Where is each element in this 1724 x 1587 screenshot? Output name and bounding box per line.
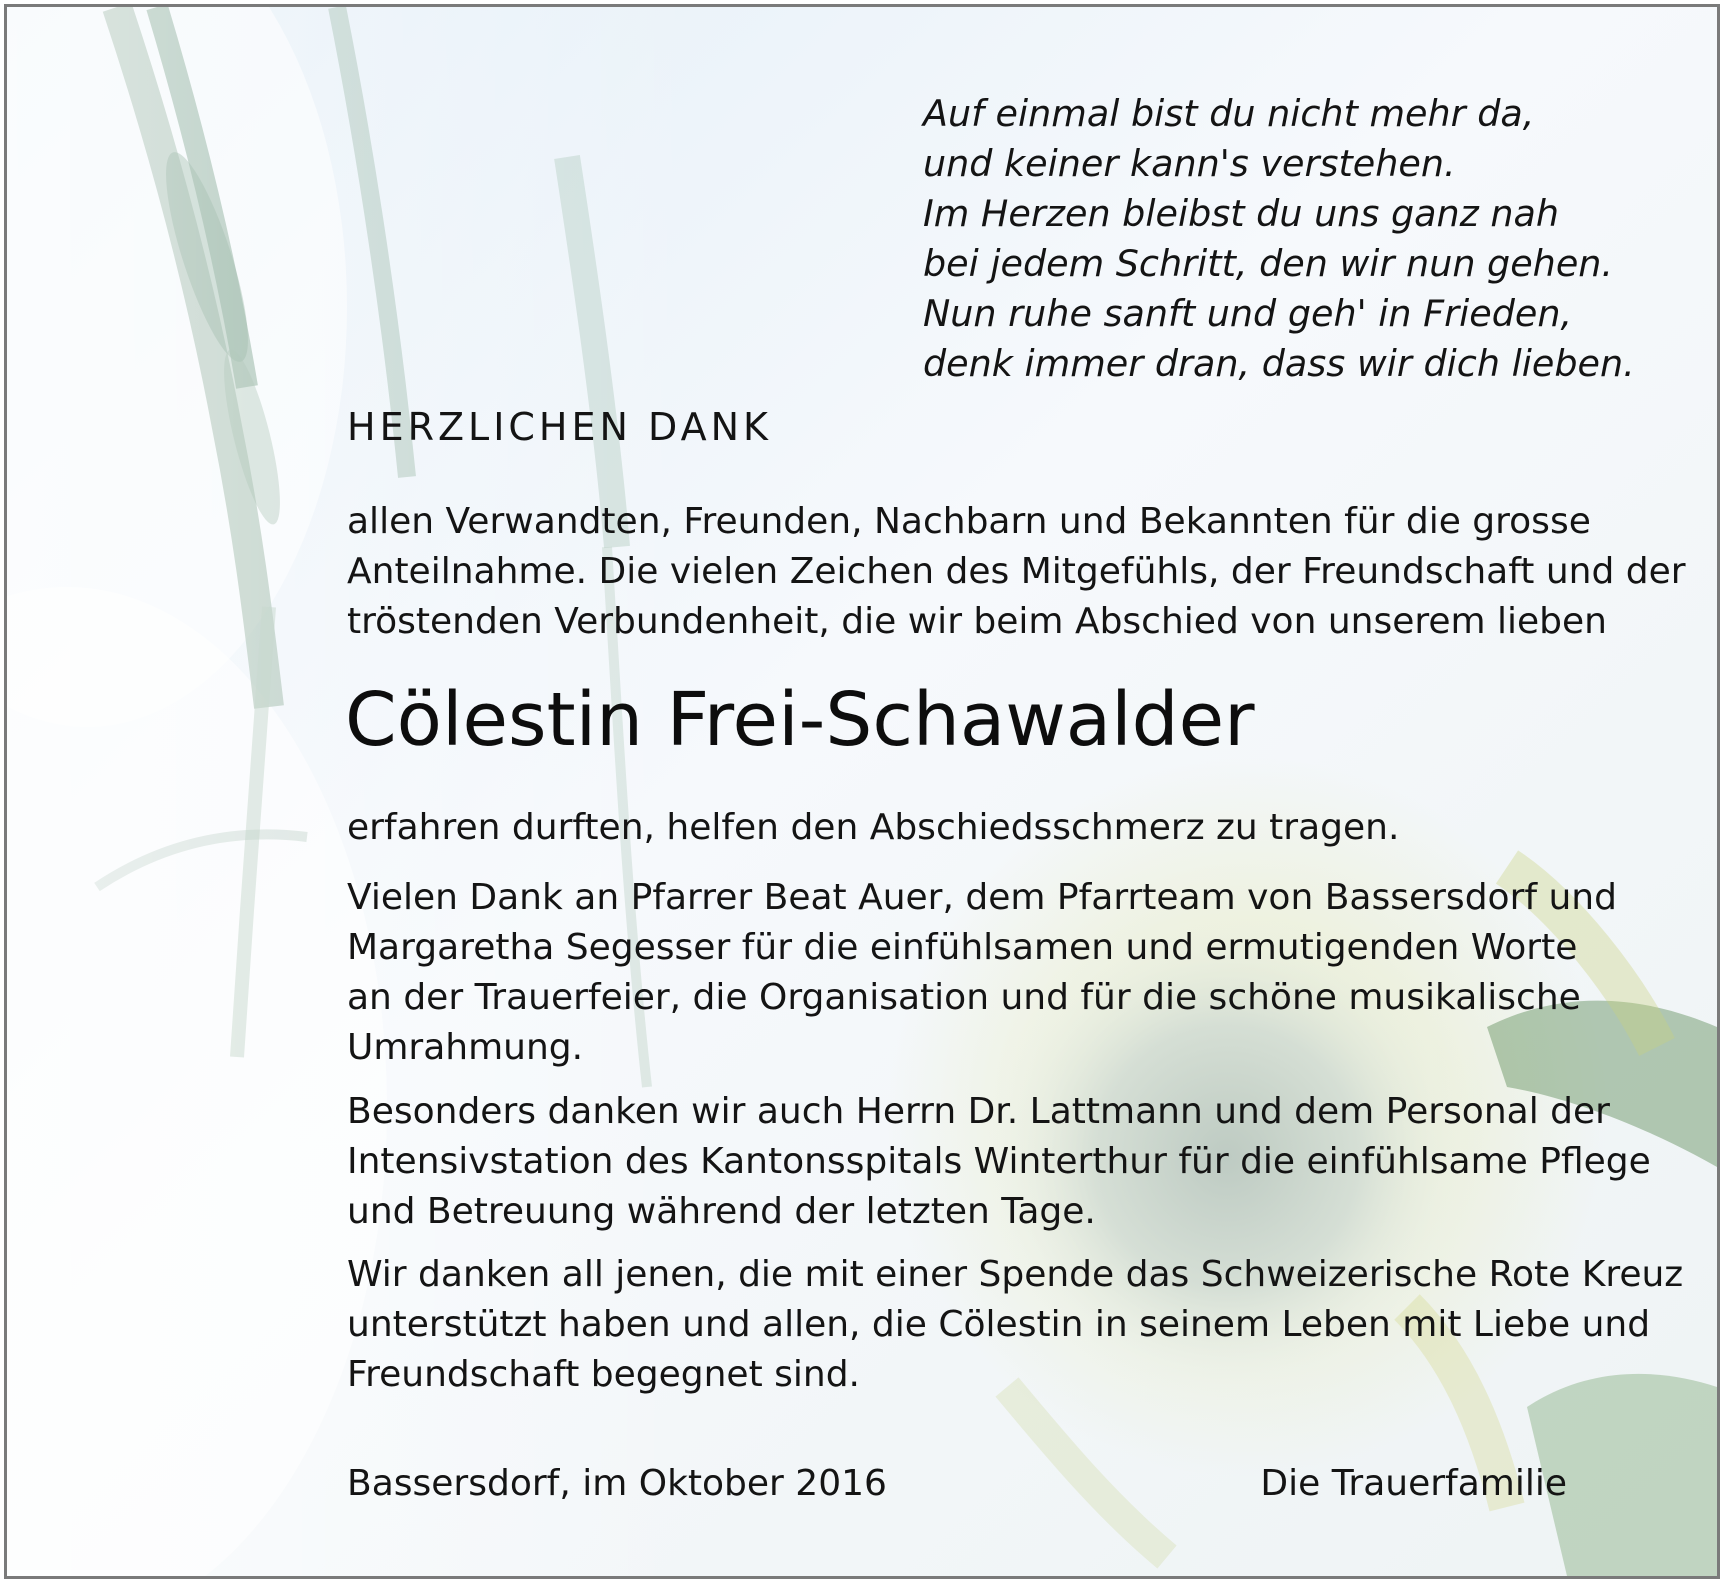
heading: HERZLICHEN DANK: [347, 405, 772, 449]
text-line: Vielen Dank an Pfarrer Beat Auer, dem Pfarrteam von Bassersdorf und: [347, 877, 1617, 918]
text-line: Wir danken all jenen, die mit einer Spende das Schweizerische Rote Kreuz: [347, 1254, 1684, 1295]
poem-line: denk immer dran, dass wir dich lieben.: [923, 342, 1635, 385]
poem-line: Im Herzen bleibst du uns ganz nah: [923, 192, 1560, 235]
text-line: erfahren durften, helfen den Abschiedsschmerz zu tragen.: [347, 807, 1400, 848]
thanks-paragraph: [347, 1250, 1683, 1400]
text-line: Margaretha Segesser für die einfühlsamen und ermutigenden Worte: [347, 927, 1578, 968]
poem-line: bei jedem Schritt, den wir nun gehen.: [923, 242, 1614, 285]
text-line: und Betreuung während der letzten Tage.: [347, 1191, 1096, 1232]
poem-line: Nun ruhe sanft und geh' in Frieden,: [923, 292, 1573, 335]
text-line: Intensivstation des Kantonsspitals Winterthur für die einfühlsame Pflege: [347, 1141, 1651, 1182]
text-line: allen Verwandten, Freunden, Nachbarn und Bekannten für die grosse: [347, 501, 1591, 542]
text-line: Freundschaft begegnet sind.: [347, 1354, 860, 1395]
thanks-paragraph: [347, 1087, 1651, 1237]
place-date: Bassersdorf, im Oktober 2016: [347, 1463, 887, 1504]
signature: Die Trauerfamilie: [1260, 1463, 1567, 1504]
text-line: Umrahmung.: [347, 1027, 584, 1068]
thanks-paragraph: [347, 873, 1617, 1073]
text-line: Besonders danken wir auch Herrn Dr. Lattmann und dem Personal der: [347, 1091, 1610, 1132]
text-line: unterstützt haben und allen, die Cölestin in seinem Leben mit Liebe und: [347, 1304, 1651, 1345]
intro-paragraph: [347, 497, 1686, 647]
text-line: Anteilnahme. Die vielen Zeichen des Mitgefühls, der Freundschaft und der: [347, 551, 1686, 592]
text-line: tröstenden Verbundenheit, die wir beim Abschied von unserem lieben: [347, 601, 1607, 642]
after-name-paragraph: [347, 803, 1399, 853]
deceased-name: Cölestin Frei-Schawalder: [345, 677, 1255, 763]
poem-line: Auf einmal bist du nicht mehr da,: [923, 92, 1535, 135]
obituary-card: [4, 4, 1720, 1579]
poem: [923, 89, 1635, 389]
poem-line: und keiner kann's verstehen.: [923, 142, 1456, 185]
text-line: an der Trauerfeier, die Organisation und für die schöne musikalische: [347, 977, 1581, 1018]
